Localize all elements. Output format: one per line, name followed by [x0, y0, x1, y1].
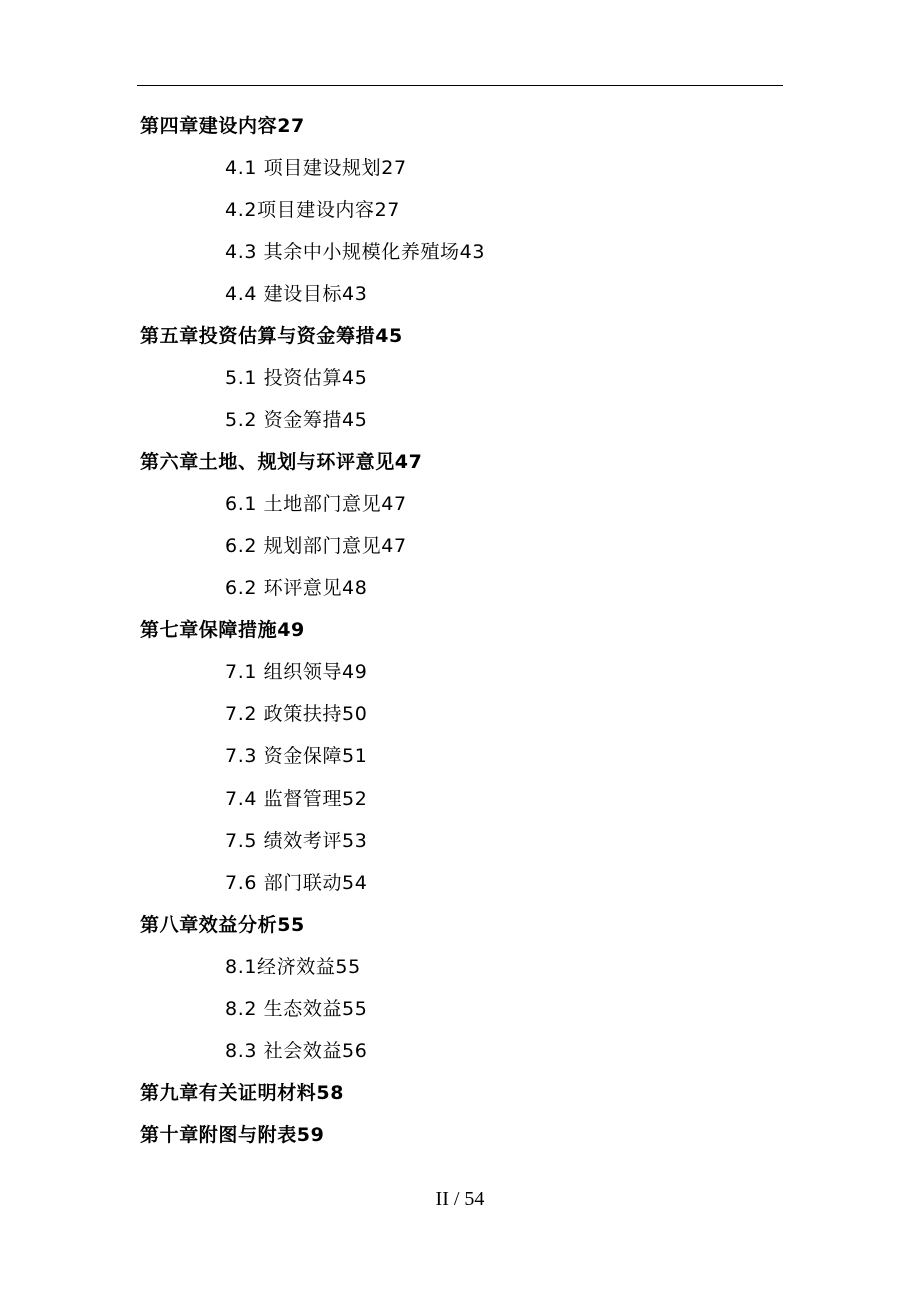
toc-section-8-3[interactable]: 8.3 社会效益56 — [225, 1040, 368, 1062]
toc-section-7-5[interactable]: 7.5 绩效考评53 — [225, 830, 368, 852]
page-number: II / 54 — [435, 1188, 485, 1210]
toc-section-7-1[interactable]: 7.1 组织领导49 — [225, 661, 368, 683]
toc-chapter-7[interactable]: 第七章保障措施49 — [140, 619, 305, 641]
header-rule — [137, 85, 783, 86]
toc-chapter-4[interactable]: 第四章建设内容27 — [140, 115, 305, 137]
toc-chapter-8[interactable]: 第八章效益分析55 — [140, 914, 305, 936]
toc-section-4-4[interactable]: 4.4 建设目标43 — [225, 283, 368, 305]
toc-section-7-4[interactable]: 7.4 监督管理52 — [225, 788, 368, 810]
toc-section-4-3[interactable]: 4.3 其余中小规模化养殖场43 — [225, 241, 486, 263]
toc-section-4-2[interactable]: 4.2项目建设内容27 — [225, 199, 400, 221]
toc-section-5-1[interactable]: 5.1 投资估算45 — [225, 367, 368, 389]
toc-section-7-6[interactable]: 7.6 部门联动54 — [225, 872, 368, 894]
toc-section-7-2[interactable]: 7.2 政策扶持50 — [225, 703, 368, 725]
toc-chapter-10[interactable]: 第十章附图与附表59 — [140, 1124, 325, 1146]
toc-chapter-5[interactable]: 第五章投资估算与资金筹措45 — [140, 325, 403, 347]
toc-section-8-1[interactable]: 8.1经济效益55 — [225, 956, 361, 978]
toc-section-4-1[interactable]: 4.1 项目建设规划27 — [225, 157, 407, 179]
toc-section-6-2[interactable]: 6.2 规划部门意见47 — [225, 535, 407, 557]
toc-section-6-1[interactable]: 6.1 土地部门意见47 — [225, 493, 407, 515]
toc-chapter-9[interactable]: 第九章有关证明材料58 — [140, 1082, 345, 1104]
toc-section-7-3[interactable]: 7.3 资金保障51 — [225, 745, 368, 767]
toc-section-5-2[interactable]: 5.2 资金筹措45 — [225, 409, 368, 431]
toc-section-8-2[interactable]: 8.2 生态效益55 — [225, 998, 368, 1020]
toc-section-6-2b[interactable]: 6.2 环评意见48 — [225, 577, 368, 599]
toc-chapter-6[interactable]: 第六章土地、规划与环评意见47 — [140, 451, 423, 473]
